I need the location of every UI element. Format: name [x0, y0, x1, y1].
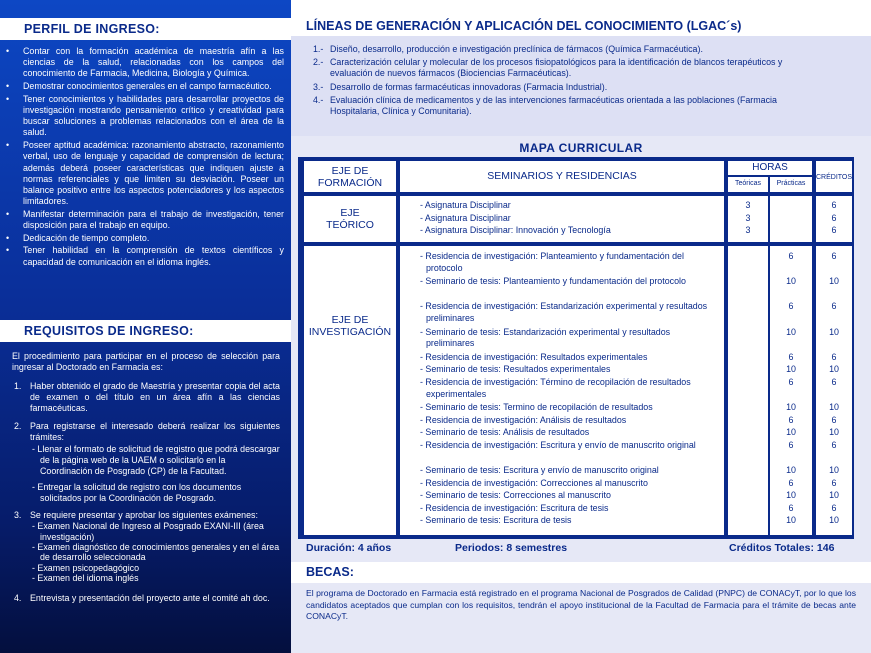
lgac-item: [313, 95, 813, 117]
investigacion-row-name: - Residencia de investigación: Escritura y envío de manuscrito original: [420, 439, 696, 450]
header-practicas: Prácticas: [770, 177, 812, 192]
investigacion-teoricas-col: [728, 246, 768, 535]
investigacion-row-practicas: 6: [788, 414, 794, 425]
investigacion-row-name: - Seminario de tesis: Análisis de resultados: [420, 427, 590, 438]
perfil-item: • Manifestar determinación para el trabajo de investigación, tener disposición para el trabajo en equipo.: [4, 209, 284, 231]
lgac-title: LÍNEAS DE GENERACIÓN Y APLICACIÓN DEL CONOCIMIENTO (LGAC´s): [291, 0, 871, 36]
teorico-creditos-col: [816, 196, 852, 242]
investigacion-row-creditos: 10: [829, 490, 839, 501]
teorico-row-teoricas: 3: [745, 200, 751, 210]
investigacion-row-name: - Residencia de investigación: Resultados experimentales: [420, 351, 648, 362]
investigacion-row-name: - Residencia de investigación: Planteamiento y fundamentación del protocolo: [420, 251, 684, 273]
requisito-subitem: - Examen Nacional de Ingreso al Posgrado EXANI-III (área investigación): [32, 521, 264, 542]
teorico-practicas-col: [770, 196, 812, 242]
requisito-num: 3.: [14, 510, 22, 521]
investigacion-row-practicas: 6: [788, 301, 794, 312]
investigacion-row-creditos: 6: [831, 477, 837, 488]
lgac-list: [313, 44, 813, 119]
teorico-row-creditos: 6: [831, 212, 837, 223]
investigacion-row-creditos: 10: [829, 326, 839, 337]
investigacion-row-creditos: 6: [831, 251, 837, 261]
lgac-num: 1.-: [313, 44, 324, 54]
header-seminarios: SEMINARIOS Y RESIDENCIAS: [400, 161, 724, 192]
investigacion-row-name: - Seminario de tesis: Resultados experimentales: [420, 364, 611, 375]
header-horas: HORAS: [728, 161, 812, 175]
investigacion-row-creditos: 6: [831, 414, 837, 425]
requisito-text: Para registrarse el interesado deberá realizar los siguientes trámites:: [30, 420, 280, 442]
perfil-item: • Dedicación de tiempo completo.: [4, 233, 284, 244]
investigacion-row-practicas: 10: [786, 364, 796, 375]
becas-text: El programa de Doctorado en Farmacia está registrado en el programa Nacional de Posgrados de Calidad (PNPC) de CONACyT, por lo que los candidatos aceptados que cumplan con los requisitos, tendrán el apoyo institucional de la Facultad de Farmacia para el trámite de becas ante CONACyT.: [306, 588, 856, 621]
investigacion-row-name: - Seminario de tesis: Termino de recopilación de resultados: [420, 402, 653, 413]
investigacion-row-name: - Residencia de investigación: Estandarización experimental y resultados preliminares: [420, 301, 708, 324]
teorico-row-practicas: [770, 213, 812, 226]
requisito-subitem: - Examen del idioma inglés: [32, 573, 139, 584]
teorico-row-teoricas: 3: [745, 225, 751, 236]
creditos-totales: Créditos Totales: 146: [729, 542, 835, 554]
investigacion-row-name: - Residencia de investigación: Correcciones al manuscrito: [420, 477, 648, 488]
perfil-item: • Tener conocimientos y habilidades para desarrollar proyectos de investigación mostrando pensamiento crítico y creatividad para buscar soluciones a problemas relacionados con el área de la salud.: [4, 94, 284, 139]
requisitos-list: [14, 381, 280, 610]
investigacion-row-practicas: 10: [786, 490, 796, 501]
lgac-text: Evaluación clínica de medicamentos y de las intervenciones farmacéuticas orientada a las poblaciones (Farmacia Hospitalaria, Clínica y Comunitaria).: [330, 94, 777, 117]
investigacion-row-name: - Residencia de investigación: Término de recopilación de resultados experimentales: [420, 376, 691, 399]
investigacion-row-practicas: 10: [786, 326, 796, 337]
teorico-list: [412, 200, 724, 238]
perfil-item: • Contar con la formación académica de maestría afín a las ciencias de la salud, relacionadas con los campos del conocimiento de Farmacia, Medicina, Biología y Química.: [4, 46, 284, 80]
requisito-subitem: - Entregar la solicitud de registro con los documentos solicitados por la Coordinación de Posgrado.: [32, 481, 242, 503]
investigacion-row-practicas: 6: [788, 439, 794, 450]
requisitos-intro: El procedimiento para participar en el proceso de selección para ingresar al Doctorado en Farmacia es:: [12, 351, 280, 373]
teorico-row-practicas: [770, 225, 812, 238]
header-teoricas: Teóricas: [728, 177, 768, 192]
investigacion-row-creditos: 10: [829, 465, 839, 476]
requisito-num: 2.: [14, 420, 22, 431]
requisito-sublist: [30, 521, 280, 583]
investigacion-row-practicas: 10: [786, 515, 796, 526]
investigacion-row-name: - Residencia de investigación: Escritura de tesis: [420, 502, 609, 513]
investigacion-creditos-col: [816, 246, 852, 535]
perfil-item: • Tener habilidad en la comprensión de textos científicos y capacidad de comunicación en el idioma inglés.: [4, 245, 284, 267]
teorico-seminarios: [400, 196, 724, 242]
lgac-num: 3.-: [313, 81, 324, 92]
teorico-row-practicas: [770, 200, 812, 213]
perfil-list: [4, 46, 284, 269]
requisito-item: [14, 593, 280, 604]
eje-investigacion-label: EJE DE INVESTIGACIÓN: [304, 246, 396, 535]
requisito-text: Entrevista y presentación del proyecto ante el comité ah doc.: [30, 592, 270, 603]
eje-teorico-label: EJE TEÓRICO: [304, 196, 396, 242]
requisito-item: [14, 510, 280, 584]
requisito-text: Se requiere presentar y aprobar los siguientes exámenes:: [30, 510, 258, 521]
investigacion-row-creditos: 6: [831, 502, 837, 513]
investigacion-row-practicas: 10: [786, 427, 796, 438]
becas-title: BECAS:: [291, 562, 871, 583]
investigacion-row-creditos: 6: [831, 439, 837, 450]
teorico-row-teoricas: 3: [745, 212, 751, 223]
teorico-row-name: - Asignatura Disciplinar: [420, 200, 511, 210]
investigacion-row-name: - Seminario de tesis: Escritura de tesis: [420, 515, 572, 526]
header-eje: EJE DE FORMACIÓN: [304, 161, 396, 192]
investigacion-row-name: - Seminario de tesis: Planteamiento y fundamentación del protocolo: [420, 276, 686, 287]
investigacion-row-creditos: 10: [829, 427, 839, 438]
investigacion-row-practicas: 6: [788, 251, 794, 261]
requisitos-title: REQUISITOS DE INGRESO:: [0, 320, 291, 342]
investigacion-row-practicas: 6: [788, 477, 794, 488]
investigacion-row-creditos: 10: [829, 276, 839, 287]
lgac-text: Caracterización celular y molecular de los procesos fisiopatológicos para la identificación de blancos terapéuticos y evaluación de nuevos fármacos (Biociencias Farmacéuticas).: [330, 57, 783, 79]
teorico-teoricas-col: [728, 196, 768, 242]
requisito-subitem: - Examen psicopedagógico: [32, 562, 140, 573]
requisito-sublist: [30, 444, 280, 504]
mapa-title: MAPA CURRICULAR: [519, 141, 643, 155]
investigacion-row-creditos: 6: [831, 301, 837, 312]
requisito-text: Haber obtenido el grado de Maestría y presentar copia del acta de examen o del título en un área afín a las ciencias farmacéuticas.: [30, 381, 280, 414]
investigacion-row-creditos: 10: [829, 364, 839, 375]
investigacion-row-creditos: 10: [829, 402, 839, 413]
requisito-item: [14, 381, 280, 415]
investigacion-row-creditos: 6: [831, 351, 837, 362]
lgac-item: [313, 57, 813, 79]
lgac-item: [313, 44, 813, 55]
left-panel: [0, 0, 291, 653]
investigacion-row-creditos: 10: [829, 515, 839, 526]
investigacion-row-name: - Seminario de tesis: Correcciones al manuscrito: [420, 490, 611, 501]
perfil-item: • Poseer aptitud académica: razonamiento abstracto, razonamiento verbal, uso de lenguaje y capacidad de comprensión de lectura; además deberá poseer características que indiquen ajuste a normas referenciales y que limiten su desviación. Poseer un balance positivo entre los aspectos potenciadores y los aspectos limitadores.: [4, 140, 284, 207]
teorico-row-creditos: 6: [831, 225, 837, 236]
perfil-title: PERFIL DE INGRESO:: [0, 18, 291, 40]
investigacion-row-practicas: 6: [788, 502, 794, 513]
requisito-num: 4.: [14, 592, 22, 603]
investigacion-row-name: - Seminario de tesis: Estandarización experimental y resultados preliminares: [420, 326, 671, 349]
lgac-item: [313, 82, 813, 93]
teorico-row-creditos: 6: [831, 200, 837, 210]
right-panel: [291, 0, 871, 653]
requisito-subitem: - Examen diagnóstico de conocimientos generales y en el área de desarrollo seleccionada: [32, 542, 280, 563]
header-creditos: CRÉDITOS: [816, 161, 852, 192]
lgac-text: Desarrollo de formas farmacéuticas innovadoras (Farmacia Industrial).: [330, 81, 608, 92]
investigacion-row-practicas: 10: [786, 465, 796, 476]
investigacion-row-practicas: 10: [786, 402, 796, 413]
teorico-row-name: - Asignatura Disciplinar: Innovación y Tecnología: [420, 225, 611, 236]
investigacion-list: [412, 251, 720, 528]
investigacion-row-creditos: 6: [831, 376, 837, 387]
requisito-num: 1.: [14, 381, 22, 391]
investigacion-row-name: - Residencia de investigación: Análisis de resultados: [420, 414, 627, 425]
investigacion-seminarios: [400, 246, 724, 535]
teorico-row-name: - Asignatura Disciplinar: [420, 212, 511, 223]
perfil-item: • Demostrar conocimientos generales en el campo farmacéutico.: [4, 81, 284, 92]
lgac-num: 4.-: [313, 94, 324, 105]
investigacion-row-practicas: 6: [788, 351, 794, 362]
requisito-item: [14, 421, 280, 504]
curriculum-table: [298, 157, 854, 539]
lgac-num: 2.-: [313, 57, 324, 68]
periodos: Periodos: 8 semestres: [455, 542, 568, 554]
lgac-text: Diseño, desarrollo, producción e investigación preclínica de fármacos (Química Farmacéutica).: [330, 44, 703, 54]
investigacion-row-name: - Seminario de tesis: Escritura y envío de manuscrito original: [420, 465, 659, 476]
investigacion-practicas-col: [770, 246, 812, 535]
duracion: Duración: 4 años: [306, 542, 392, 554]
requisito-subitem: - Llenar el formato de solicitud de registro que podrá descargar de la página web de la UAEM o solicitarlo en la Coordinación de Posgrado (CP) de la Facultad.: [32, 444, 280, 477]
investigacion-row-practicas: 6: [788, 376, 794, 387]
investigacion-row-practicas: 10: [786, 276, 796, 287]
